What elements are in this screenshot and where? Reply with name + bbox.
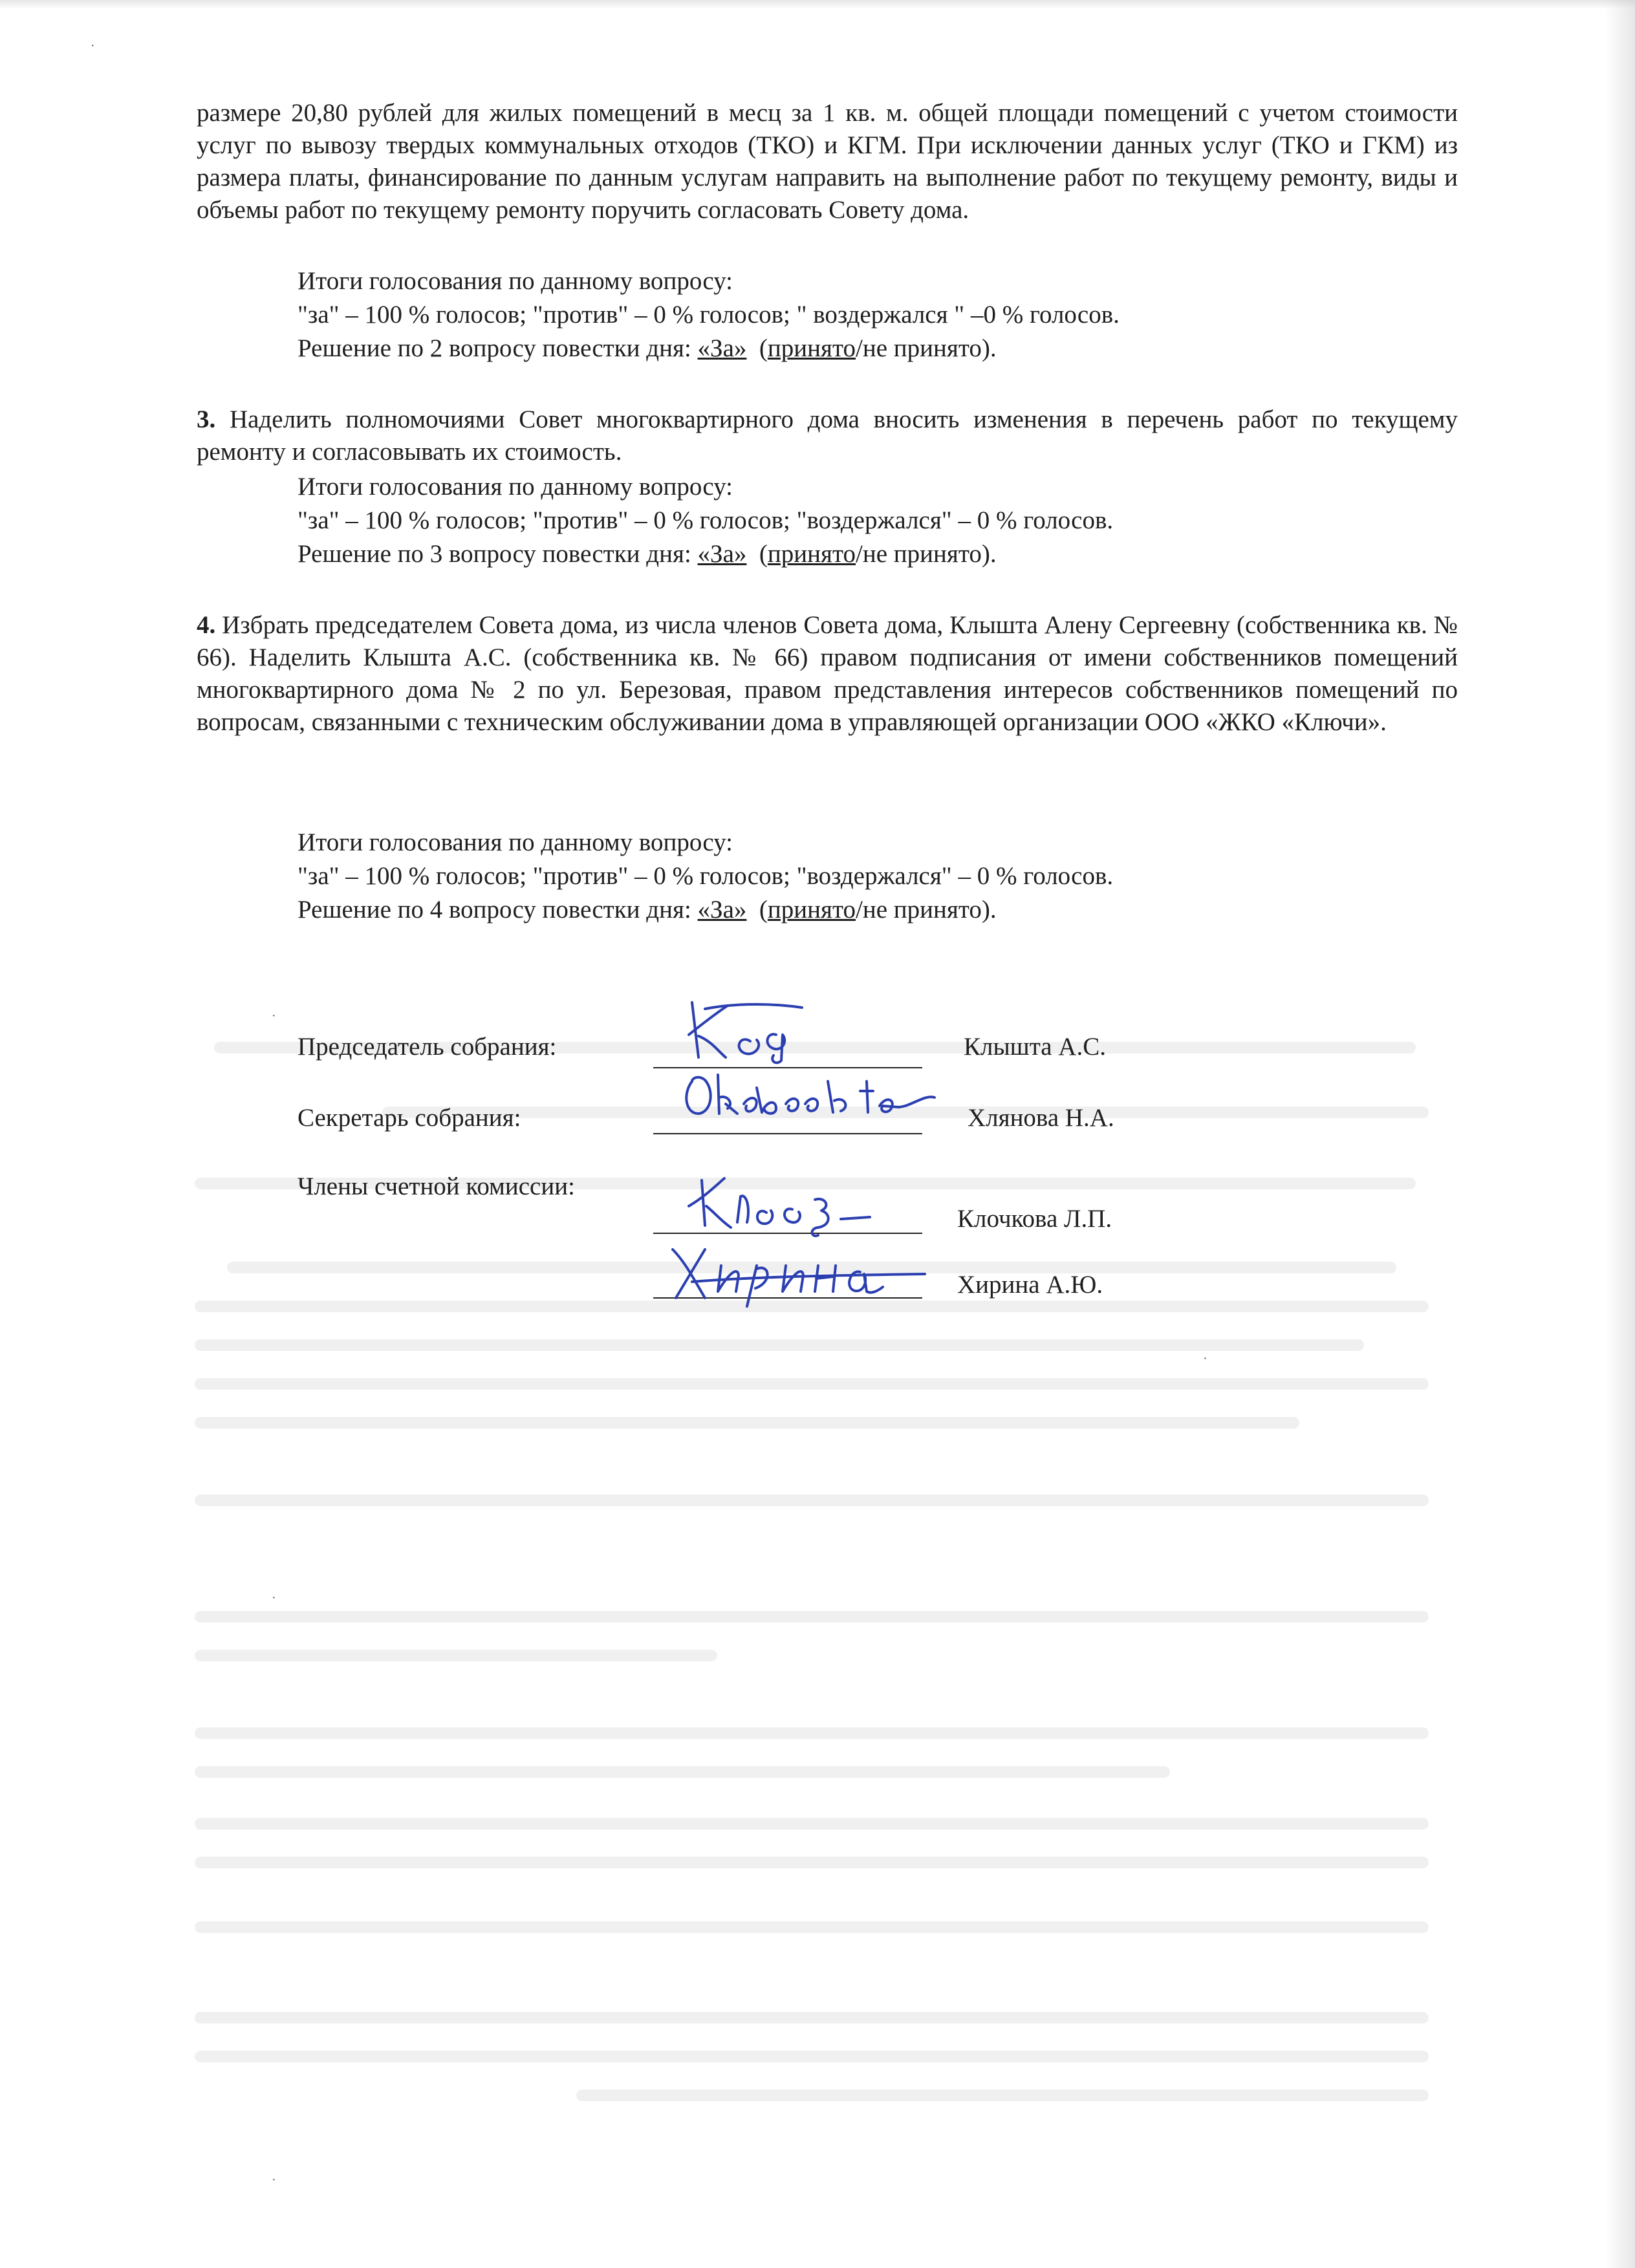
q3-number: 3. xyxy=(197,405,216,433)
chairman-name: Клышта А.С. xyxy=(964,1033,1106,1061)
q4-decision xyxy=(298,894,997,926)
member1-signature xyxy=(686,1171,880,1242)
q4-number: 4. xyxy=(197,611,216,639)
q4-decision-rest: /не принято). xyxy=(856,896,997,923)
q3-text: Наделить полномочиями Совет многоквартирного дома вносить изменения в перечень работ по текущему ремонту и согласовывать их стоимость. xyxy=(197,405,1458,466)
member2-name: Хирина А.Ю. xyxy=(957,1271,1103,1299)
q2-decision xyxy=(298,332,997,365)
q3-decision-for: «За» xyxy=(697,540,747,568)
q4-decision-prefix: Решение по 4 вопросу повестки дня: xyxy=(298,896,698,923)
q3-decision-accepted: принято xyxy=(767,540,856,568)
member1-name: Клочкова Л.П. xyxy=(957,1205,1112,1233)
scan-speck: · xyxy=(272,2173,276,2187)
q2-decision-prefix: Решение по 2 вопросу повестки дня: xyxy=(298,334,698,362)
q3-results-heading: Итоги голосования по данному вопросу: xyxy=(298,473,733,501)
scan-speck: · xyxy=(91,39,95,53)
q4-text: Избрать председателем Совета дома, из числа членов Совета дома, Клышта Алену Сергеевну (собственника кв. № 66). Наделить Клышта А.С. (собственника кв. № 66) правом подписания от имени собственников помещений многоквартирного дома № 2 по ул. Березовая, правом представления интересов собственников помещений по вопросам, связанными с техническим обслуживании дома в управляющей организации ООО «ЖКО «Ключи». xyxy=(197,611,1458,736)
intro-paragraph: размере 20,80 рублей для жилых помещений в месц за 1 кв. м. общей площади помещений с учетом стоимости услуг по вывозу твердых коммунальных отходов (ТКО) и КГМ. При исключении данных услуг (ТКО и ГКМ) из размера платы, финансирование по данным услугам направить на выполнение работ по текущему ремонту, виды и объемы работ по текущему ремонту поручить согласовать Совету дома. xyxy=(197,99,1458,224)
chairman-signature xyxy=(679,996,821,1067)
q4-votes: "за" – 100 % голосов; "против" – 0 % голосов; "воздержался" – 0 % голосов. xyxy=(298,862,1114,890)
q3-decision-prefix: Решение по 3 вопросу повестки дня: xyxy=(298,540,698,568)
q2-votes: "за" – 100 % голосов; "против" – 0 % голосов; " воздержался " –0 % голосов. xyxy=(298,301,1120,329)
chairman-label: Председатель собрания: xyxy=(298,1033,557,1061)
q4-decision-paren: ( xyxy=(759,896,768,923)
secretary-label: Секретарь собрания: xyxy=(298,1104,521,1132)
member2-signature xyxy=(666,1237,938,1308)
q2-decision-accepted: принято xyxy=(767,334,856,362)
commission-label: Члены счетной комиссии: xyxy=(298,1172,575,1200)
scan-speck: · xyxy=(272,1591,276,1605)
scan-edge-shadow xyxy=(1605,0,1635,2268)
secretary-name: Хлянова Н.А. xyxy=(968,1104,1114,1132)
q3-decision xyxy=(298,538,997,570)
show-through-lines xyxy=(194,970,1455,2166)
q4-paragraph xyxy=(197,609,1458,739)
q3-decision-paren: ( xyxy=(759,540,768,568)
q2-decision-for: «За» xyxy=(697,334,747,362)
q4-decision-for: «За» xyxy=(697,896,747,923)
secretary-signature xyxy=(679,1068,964,1127)
scan-speck: · xyxy=(1203,1352,1207,1366)
q4-results-heading: Итоги голосования по данному вопросу: xyxy=(298,828,733,856)
q3-paragraph xyxy=(197,404,1458,468)
scan-top-shadow xyxy=(0,0,1635,9)
q2-decision-paren: ( xyxy=(759,334,768,362)
show-through-texture xyxy=(194,970,1455,2166)
q3-decision-rest: /не принято). xyxy=(856,540,997,568)
q2-decision-rest: /не принято). xyxy=(856,334,997,362)
q4-decision-accepted: принято xyxy=(767,896,856,923)
q2-results-heading: Итоги голосования по данному вопросу: xyxy=(298,267,733,295)
scan-speck: · xyxy=(272,1009,276,1023)
secretary-signature-line xyxy=(653,1133,922,1134)
q3-votes: "за" – 100 % голосов; "против" – 0 % голосов; "воздержался" – 0 % голосов. xyxy=(298,506,1114,534)
